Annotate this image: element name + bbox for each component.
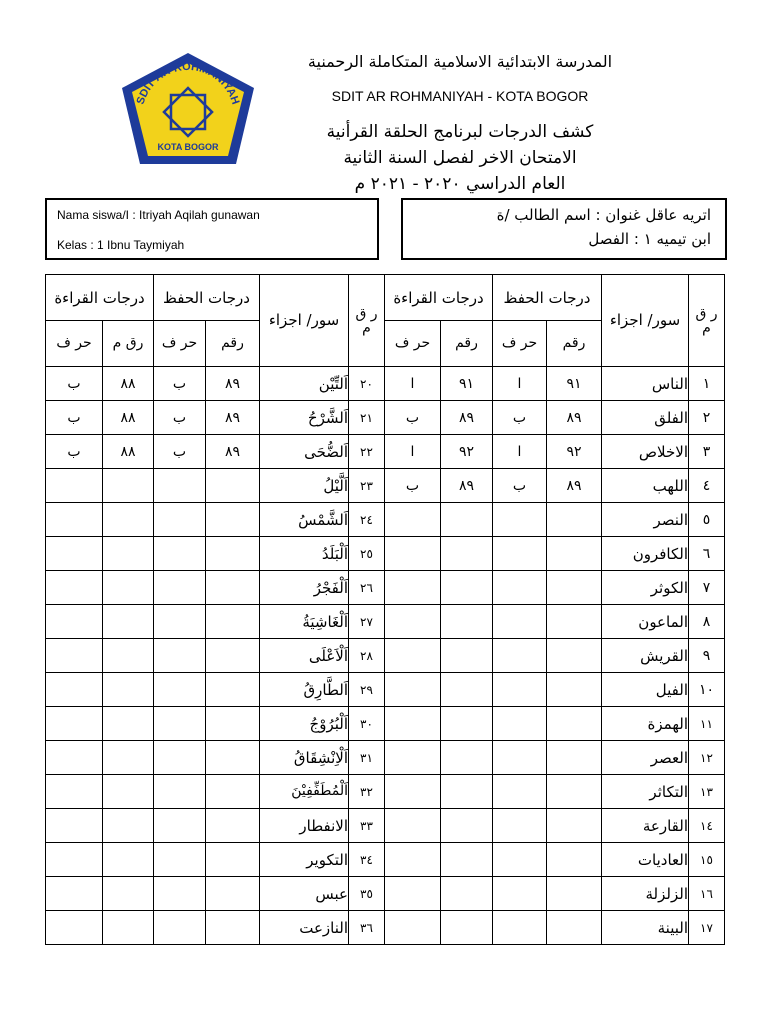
reading-score-cell: ٨٨ xyxy=(103,367,154,401)
hifz-letter-cell: ب xyxy=(154,435,206,469)
reading-score-cell xyxy=(441,911,493,945)
hifz-letter-cell: ب xyxy=(154,401,206,435)
surah-name-cell: الهمزة xyxy=(602,707,689,741)
hifz-letter-cell xyxy=(154,707,206,741)
row-number-cell: ١١ xyxy=(689,707,725,741)
row-number-cell: ٣٣ xyxy=(349,809,385,843)
reading-letter-cell: ب xyxy=(385,401,441,435)
reading-letter-cell xyxy=(385,843,441,877)
surah-name-cell: الزلزلة xyxy=(602,877,689,911)
student-name-latin: Nama siswa/I : Itriyah Aqilah gunawan xyxy=(57,208,260,222)
score-header: رق م xyxy=(103,321,154,367)
hifz-letter-cell xyxy=(154,673,206,707)
reading-letter-cell xyxy=(46,775,103,809)
hifz-score-cell: ٨٩ xyxy=(206,435,260,469)
surah-name-cell: اَلْاَعْلَى xyxy=(260,639,349,673)
hifz-letter-cell xyxy=(493,605,547,639)
hifz-score-cell xyxy=(547,877,602,911)
reading-grades-header: درجات القراءة xyxy=(46,275,154,321)
number-header: ر ق م xyxy=(689,275,725,367)
row-number-cell: ٢٣ xyxy=(349,469,385,503)
reading-letter-cell: ب xyxy=(46,401,103,435)
school-name-latin: SDIT AR ROHMANIYAH - KOTA BOGOR xyxy=(331,88,589,104)
reading-score-cell xyxy=(441,809,493,843)
surah-name-cell: اَلْاِنْشِقَاقُ xyxy=(260,741,349,775)
hifz-letter-cell xyxy=(154,877,206,911)
hifz-score-cell xyxy=(206,469,260,503)
row-number-cell: ٣٢ xyxy=(349,775,385,809)
reading-grades-header: درجات القراءة xyxy=(385,275,493,321)
hifz-score-cell xyxy=(206,911,260,945)
logo-ring-text: SDIT AR-ROHMANIYAH xyxy=(134,60,242,106)
reading-score-cell xyxy=(441,673,493,707)
reading-score-cell xyxy=(103,911,154,945)
row-number-cell: ٤ xyxy=(689,469,725,503)
hifz-letter-cell xyxy=(154,571,206,605)
row-number-cell: ٢٦ xyxy=(349,571,385,605)
hifz-score-cell xyxy=(547,809,602,843)
hifz-score-cell: ٩٢ xyxy=(547,435,602,469)
reading-letter-cell xyxy=(46,469,103,503)
surah-name-cell: اَلْبُرُوْجُ xyxy=(260,707,349,741)
table-row xyxy=(46,605,725,639)
hifz-score-cell xyxy=(547,503,602,537)
row-number-cell: ١٠ xyxy=(689,673,725,707)
row-number-cell: ٢٩ xyxy=(349,673,385,707)
reading-score-cell xyxy=(441,877,493,911)
reading-score-cell xyxy=(103,673,154,707)
reading-letter-cell xyxy=(385,707,441,741)
surah-name-cell: اَلَّيْلُ xyxy=(260,469,349,503)
hifz-letter-cell xyxy=(154,639,206,673)
table-row xyxy=(46,571,725,605)
surah-name-cell: اَلْبَلَدُ xyxy=(260,537,349,571)
reading-letter-cell: ب xyxy=(46,367,103,401)
surah-name-cell: التكاثر xyxy=(602,775,689,809)
score-header: رقم xyxy=(547,321,602,367)
table-header-row xyxy=(46,275,725,321)
hifz-score-cell xyxy=(206,741,260,775)
logo-bottom-text: KOTA BOGOR xyxy=(157,142,219,152)
reading-score-cell xyxy=(103,741,154,775)
surah-name-cell: العاديات xyxy=(602,843,689,877)
row-number-cell: ٢٤ xyxy=(349,503,385,537)
row-number-cell: ٣٠ xyxy=(349,707,385,741)
hifz-letter-cell xyxy=(493,537,547,571)
hifz-letter-cell xyxy=(493,639,547,673)
row-number-cell: ٢٠ xyxy=(349,367,385,401)
table-row xyxy=(46,537,725,571)
surah-name-cell: عبس xyxy=(260,877,349,911)
surah-name-cell: الاخلاص xyxy=(602,435,689,469)
surah-name-cell: اَلشَّرْحُ xyxy=(260,401,349,435)
hifz-score-cell: ٨٩ xyxy=(547,469,602,503)
reading-score-cell xyxy=(441,741,493,775)
reading-score-cell: ٩١ xyxy=(441,367,493,401)
reading-score-cell: ٨٩ xyxy=(441,401,493,435)
reading-score-cell: ٨٨ xyxy=(103,435,154,469)
reading-letter-cell xyxy=(385,877,441,911)
reading-letter-cell: ب xyxy=(385,469,441,503)
reading-score-cell xyxy=(441,605,493,639)
surah-name-cell: اَلتِّيْن xyxy=(260,367,349,401)
reading-letter-cell xyxy=(385,673,441,707)
row-number-cell: ٥ xyxy=(689,503,725,537)
reading-letter-cell: ب xyxy=(46,435,103,469)
hifz-score-cell xyxy=(206,673,260,707)
reading-score-cell xyxy=(441,639,493,673)
hifz-score-cell xyxy=(206,843,260,877)
row-number-cell: ٢٧ xyxy=(349,605,385,639)
academic-year: العام الدراسي ٢٠٢٠ - ٢٠٢١ م xyxy=(354,174,566,194)
reading-score-cell xyxy=(103,571,154,605)
surah-header: سور/ اجزاء xyxy=(260,275,349,367)
surah-name-cell: العصر xyxy=(602,741,689,775)
reading-letter-cell xyxy=(385,605,441,639)
reading-letter-cell xyxy=(46,911,103,945)
surah-name-cell: القريش xyxy=(602,639,689,673)
grades-table xyxy=(45,274,725,945)
hifz-letter-cell xyxy=(493,707,547,741)
table-row xyxy=(46,673,725,707)
row-number-cell: ١٥ xyxy=(689,843,725,877)
row-number-cell: ٣٥ xyxy=(349,877,385,911)
hifz-score-cell xyxy=(206,775,260,809)
hifz-score-cell xyxy=(547,707,602,741)
hifz-letter-cell: ب xyxy=(493,469,547,503)
reading-score-cell xyxy=(103,639,154,673)
row-number-cell: ١٢ xyxy=(689,741,725,775)
reading-letter-cell xyxy=(46,605,103,639)
table-row xyxy=(46,503,725,537)
table-row xyxy=(46,639,725,673)
reading-score-cell: ٨٩ xyxy=(441,469,493,503)
row-number-cell: ٩ xyxy=(689,639,725,673)
hifz-grades-header: درجات الحفظ xyxy=(154,275,260,321)
reading-score-cell xyxy=(441,503,493,537)
hifz-score-cell xyxy=(206,809,260,843)
reading-letter-cell xyxy=(46,809,103,843)
row-number-cell: ٣١ xyxy=(349,741,385,775)
reading-letter-cell xyxy=(46,673,103,707)
reading-score-cell xyxy=(103,537,154,571)
surah-name-cell: اَلشَّمْسُ xyxy=(260,503,349,537)
hifz-letter-cell xyxy=(154,469,206,503)
hifz-score-cell xyxy=(547,843,602,877)
surah-name-cell: البينة xyxy=(602,911,689,945)
hifz-grades-header: درجات الحفظ xyxy=(493,275,602,321)
table-row xyxy=(46,809,725,843)
student-info-arabic xyxy=(401,198,727,260)
reading-letter-cell: ا xyxy=(385,367,441,401)
row-number-cell: ٢٨ xyxy=(349,639,385,673)
reading-letter-cell xyxy=(385,639,441,673)
reading-letter-cell xyxy=(385,809,441,843)
student-info-latin xyxy=(45,198,379,260)
hifz-letter-cell xyxy=(154,775,206,809)
surah-name-cell: اَلْفَجْرُ xyxy=(260,571,349,605)
table-row xyxy=(46,435,725,469)
hifz-letter-cell xyxy=(154,843,206,877)
row-number-cell: ٧ xyxy=(689,571,725,605)
hifz-letter-cell xyxy=(493,503,547,537)
reading-letter-cell xyxy=(46,537,103,571)
reading-letter-cell xyxy=(46,741,103,775)
hifz-letter-cell xyxy=(493,809,547,843)
hifz-score-cell xyxy=(547,741,602,775)
table-row xyxy=(46,469,725,503)
reading-letter-cell xyxy=(385,537,441,571)
row-number-cell: ٦ xyxy=(689,537,725,571)
reading-score-cell xyxy=(103,843,154,877)
reading-letter-cell xyxy=(46,639,103,673)
hifz-letter-cell xyxy=(493,877,547,911)
hifz-letter-cell xyxy=(154,809,206,843)
report-title: كشف الدرجات لبرنامج الحلقة القرأنية xyxy=(326,122,594,142)
hifz-score-cell xyxy=(206,571,260,605)
row-number-cell: ٢١ xyxy=(349,401,385,435)
hifz-score-cell xyxy=(547,673,602,707)
hifz-score-cell xyxy=(547,639,602,673)
row-number-cell: ٣٦ xyxy=(349,911,385,945)
student-class-arabic: ابن تيميه ١ : الفصل xyxy=(588,230,711,248)
number-header: ر ق م xyxy=(349,275,385,367)
school-logo xyxy=(118,50,258,168)
hifz-letter-cell xyxy=(154,503,206,537)
table-row xyxy=(46,911,725,945)
hifz-letter-cell xyxy=(154,741,206,775)
table-row xyxy=(46,843,725,877)
hifz-score-cell: ٨٩ xyxy=(206,367,260,401)
reading-letter-cell xyxy=(46,877,103,911)
row-number-cell: ٣ xyxy=(689,435,725,469)
surah-name-cell: الانفطار xyxy=(260,809,349,843)
score-header: رقم xyxy=(206,321,260,367)
reading-letter-cell xyxy=(385,911,441,945)
hifz-score-cell: ٩١ xyxy=(547,367,602,401)
reading-letter-cell xyxy=(385,503,441,537)
row-number-cell: ٢٢ xyxy=(349,435,385,469)
hifz-letter-cell xyxy=(154,605,206,639)
reading-score-cell xyxy=(103,707,154,741)
hifz-letter-cell: ا xyxy=(493,435,547,469)
reading-letter-cell xyxy=(46,707,103,741)
row-number-cell: ١٣ xyxy=(689,775,725,809)
table-row xyxy=(46,367,725,401)
hifz-letter-cell: ب xyxy=(154,367,206,401)
reading-score-cell: ٩٢ xyxy=(441,435,493,469)
hifz-letter-cell: ب xyxy=(493,401,547,435)
letter-header: حر ف xyxy=(385,321,441,367)
reading-score-cell xyxy=(103,469,154,503)
reading-score-cell xyxy=(441,843,493,877)
table-row xyxy=(46,877,725,911)
surah-name-cell: اَلْغَاشِيَةُ xyxy=(260,605,349,639)
hifz-score-cell xyxy=(547,537,602,571)
hifz-letter-cell xyxy=(493,775,547,809)
row-number-cell: ١٤ xyxy=(689,809,725,843)
surah-name-cell: اَلطَّارِقُ xyxy=(260,673,349,707)
surah-name-cell: النصر xyxy=(602,503,689,537)
letter-header: حر ف xyxy=(46,321,103,367)
reading-score-cell xyxy=(441,571,493,605)
surah-name-cell: الكوثر xyxy=(602,571,689,605)
hifz-score-cell: ٨٩ xyxy=(206,401,260,435)
surah-name-cell: الكافرون xyxy=(602,537,689,571)
surah-name-cell: القارعة xyxy=(602,809,689,843)
table-row xyxy=(46,741,725,775)
hifz-letter-cell xyxy=(493,571,547,605)
row-number-cell: ٣٤ xyxy=(349,843,385,877)
row-number-cell: ١ xyxy=(689,367,725,401)
table-row xyxy=(46,707,725,741)
surah-header: سور/ اجزاء xyxy=(602,275,689,367)
hifz-score-cell xyxy=(547,775,602,809)
surah-name-cell: التكوير xyxy=(260,843,349,877)
hifz-score-cell xyxy=(206,707,260,741)
reading-letter-cell xyxy=(385,571,441,605)
hifz-letter-cell xyxy=(493,911,547,945)
row-number-cell: ٢٥ xyxy=(349,537,385,571)
hifz-score-cell xyxy=(547,605,602,639)
hifz-letter-cell xyxy=(493,741,547,775)
reading-score-cell xyxy=(103,605,154,639)
student-class-latin: Kelas : 1 Ibnu Taymiyah xyxy=(57,238,185,252)
exam-title: الامتحان الاخر لفصل السنة الثانية xyxy=(343,148,577,168)
hifz-score-cell: ٨٩ xyxy=(547,401,602,435)
reading-letter-cell: ا xyxy=(385,435,441,469)
surah-name-cell: اَلضُّحَى xyxy=(260,435,349,469)
letter-header: حر ف xyxy=(154,321,206,367)
hifz-score-cell xyxy=(206,605,260,639)
surah-name-cell: اللهب xyxy=(602,469,689,503)
reading-letter-cell xyxy=(385,775,441,809)
reading-score-cell xyxy=(441,775,493,809)
row-number-cell: ٨ xyxy=(689,605,725,639)
row-number-cell: ٢ xyxy=(689,401,725,435)
hifz-score-cell xyxy=(206,503,260,537)
school-name-arabic: المدرسة الابتدائية الاسلامية المتكاملة الرحمنية xyxy=(307,52,613,71)
hifz-letter-cell xyxy=(154,537,206,571)
table-row xyxy=(46,401,725,435)
reading-letter-cell xyxy=(385,741,441,775)
surah-name-cell: الفيل xyxy=(602,673,689,707)
student-name-arabic: اتريه عاقل غنوان : اسم الطالب /ة xyxy=(496,206,711,224)
reading-score-cell xyxy=(103,503,154,537)
surah-name-cell: النازعت xyxy=(260,911,349,945)
reading-score-cell xyxy=(103,775,154,809)
hifz-letter-cell xyxy=(493,843,547,877)
row-number-cell: ١٧ xyxy=(689,911,725,945)
hifz-score-cell xyxy=(206,877,260,911)
score-header: رقم xyxy=(441,321,493,367)
hifz-score-cell xyxy=(547,571,602,605)
surah-name-cell: اَلْمُطَفِّفِيْنَ xyxy=(260,775,349,809)
reading-letter-cell xyxy=(46,503,103,537)
table-row xyxy=(46,775,725,809)
hifz-score-cell xyxy=(547,911,602,945)
letter-header: حر ف xyxy=(493,321,547,367)
surah-name-cell: الناس xyxy=(602,367,689,401)
reading-score-cell xyxy=(103,809,154,843)
hifz-letter-cell: ا xyxy=(493,367,547,401)
reading-score-cell: ٨٨ xyxy=(103,401,154,435)
hifz-letter-cell xyxy=(493,673,547,707)
hifz-letter-cell xyxy=(154,911,206,945)
surah-name-cell: الفلق xyxy=(602,401,689,435)
surah-name-cell: الماعون xyxy=(602,605,689,639)
hifz-score-cell xyxy=(206,537,260,571)
reading-score-cell xyxy=(441,707,493,741)
reading-score-cell xyxy=(103,877,154,911)
reading-letter-cell xyxy=(46,571,103,605)
reading-score-cell xyxy=(441,537,493,571)
row-number-cell: ١٦ xyxy=(689,877,725,911)
hifz-score-cell xyxy=(206,639,260,673)
reading-letter-cell xyxy=(46,843,103,877)
